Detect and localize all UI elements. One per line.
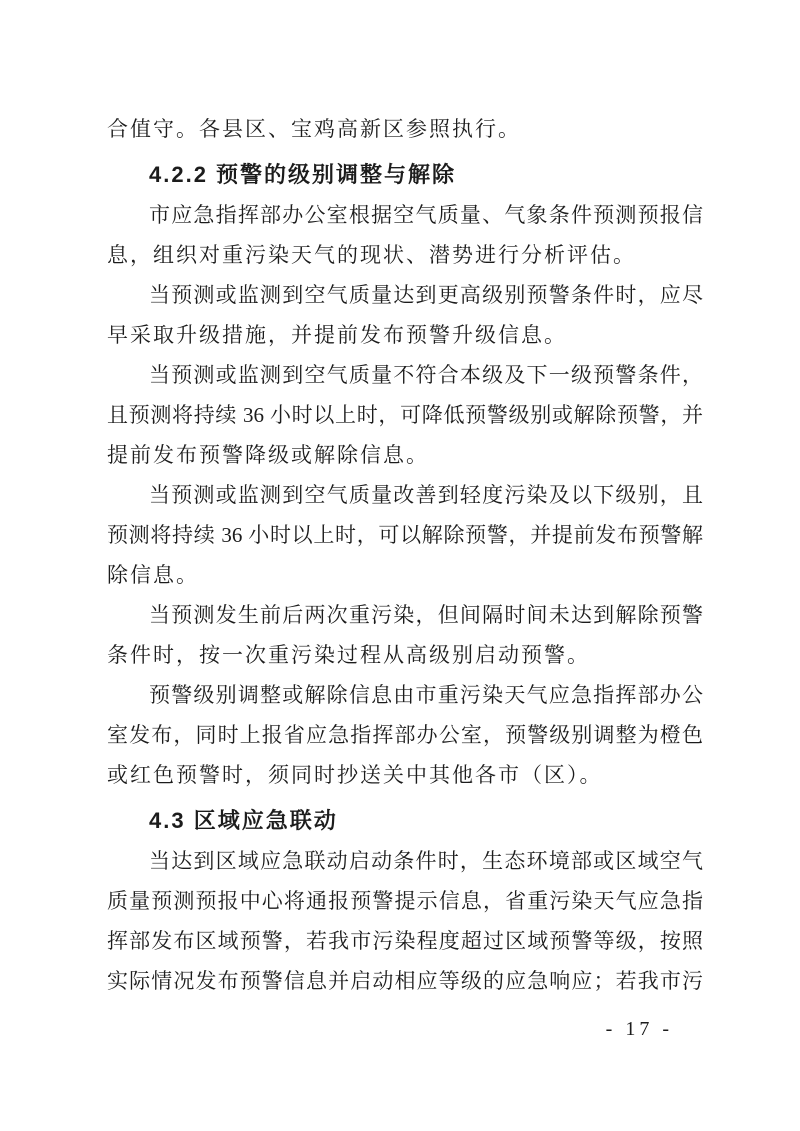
text-line: 预测将持续 36 小时以上时，可以解除预警，并提前发布预警解 [107, 523, 703, 547]
section-heading [107, 801, 703, 841]
text-line: 早采取升级措施，并提前发布预警升级信息。 [107, 323, 567, 347]
page-number: - 17 - [605, 1018, 673, 1040]
paragraph [107, 475, 703, 595]
paragraph [107, 675, 703, 795]
text-line: 息，组织对重污染天气的现状、潜势进行分析评估。 [107, 243, 636, 267]
text-block [107, 109, 703, 1001]
text-line: 实际情况发布预警信息并启动相应等级的应急响应；若我市污 [107, 969, 703, 993]
text-line: 室发布，同时上报省应急指挥部办公室，预警级别调整为橙色 [107, 723, 703, 747]
paragraph [107, 595, 703, 675]
paragraph [107, 355, 703, 475]
text-line: 当预测或监测到空气质量改善到轻度污染及以下级别，且 [149, 483, 703, 507]
paragraph [107, 195, 703, 275]
paragraph [107, 275, 703, 355]
paragraph [107, 841, 703, 1001]
text-line: 4.2.2 预警的级别调整与解除 [149, 162, 457, 187]
text-line: 4.3 区域应急联动 [149, 808, 338, 833]
section-heading [107, 155, 703, 195]
text-line: 条件时，按一次重污染过程从高级别启动预警。 [107, 643, 590, 667]
paragraph [107, 109, 703, 149]
text-line: 除信息。 [107, 563, 199, 587]
text-line: 提前发布预警降级或解除信息。 [107, 443, 429, 467]
text-line: 市应急指挥部办公室根据空气质量、气象条件预测预报信 [149, 203, 703, 227]
text-line: 且预测将持续 36 小时以上时，可降低预警级别或解除预警，并 [107, 403, 703, 427]
text-line: 当预测发生前后两次重污染，但间隔时间未达到解除预警 [149, 603, 703, 627]
text-line: 预警级别调整或解除信息由市重污染天气应急指挥部办公 [149, 683, 703, 707]
text-line: 或红色预警时，须同时抄送关中其他各市（区）。 [107, 763, 603, 787]
text-line: 质量预测预报中心将通报预警提示信息，省重污染天气应急指 [107, 889, 703, 913]
text-line: 当预测或监测到空气质量不符合本级及下一级预警条件， [149, 363, 703, 387]
text-line: 当预测或监测到空气质量达到更高级别预警条件时，应尽 [149, 283, 703, 307]
text-line: 合值守。各县区、宝鸡高新区参照执行。 [107, 117, 521, 141]
text-line: 当达到区域应急联动启动条件时，生态环境部或区域空气 [149, 849, 703, 873]
text-line: 挥部发布区域预警，若我市污染程度超过区域预警等级，按照 [107, 929, 703, 953]
